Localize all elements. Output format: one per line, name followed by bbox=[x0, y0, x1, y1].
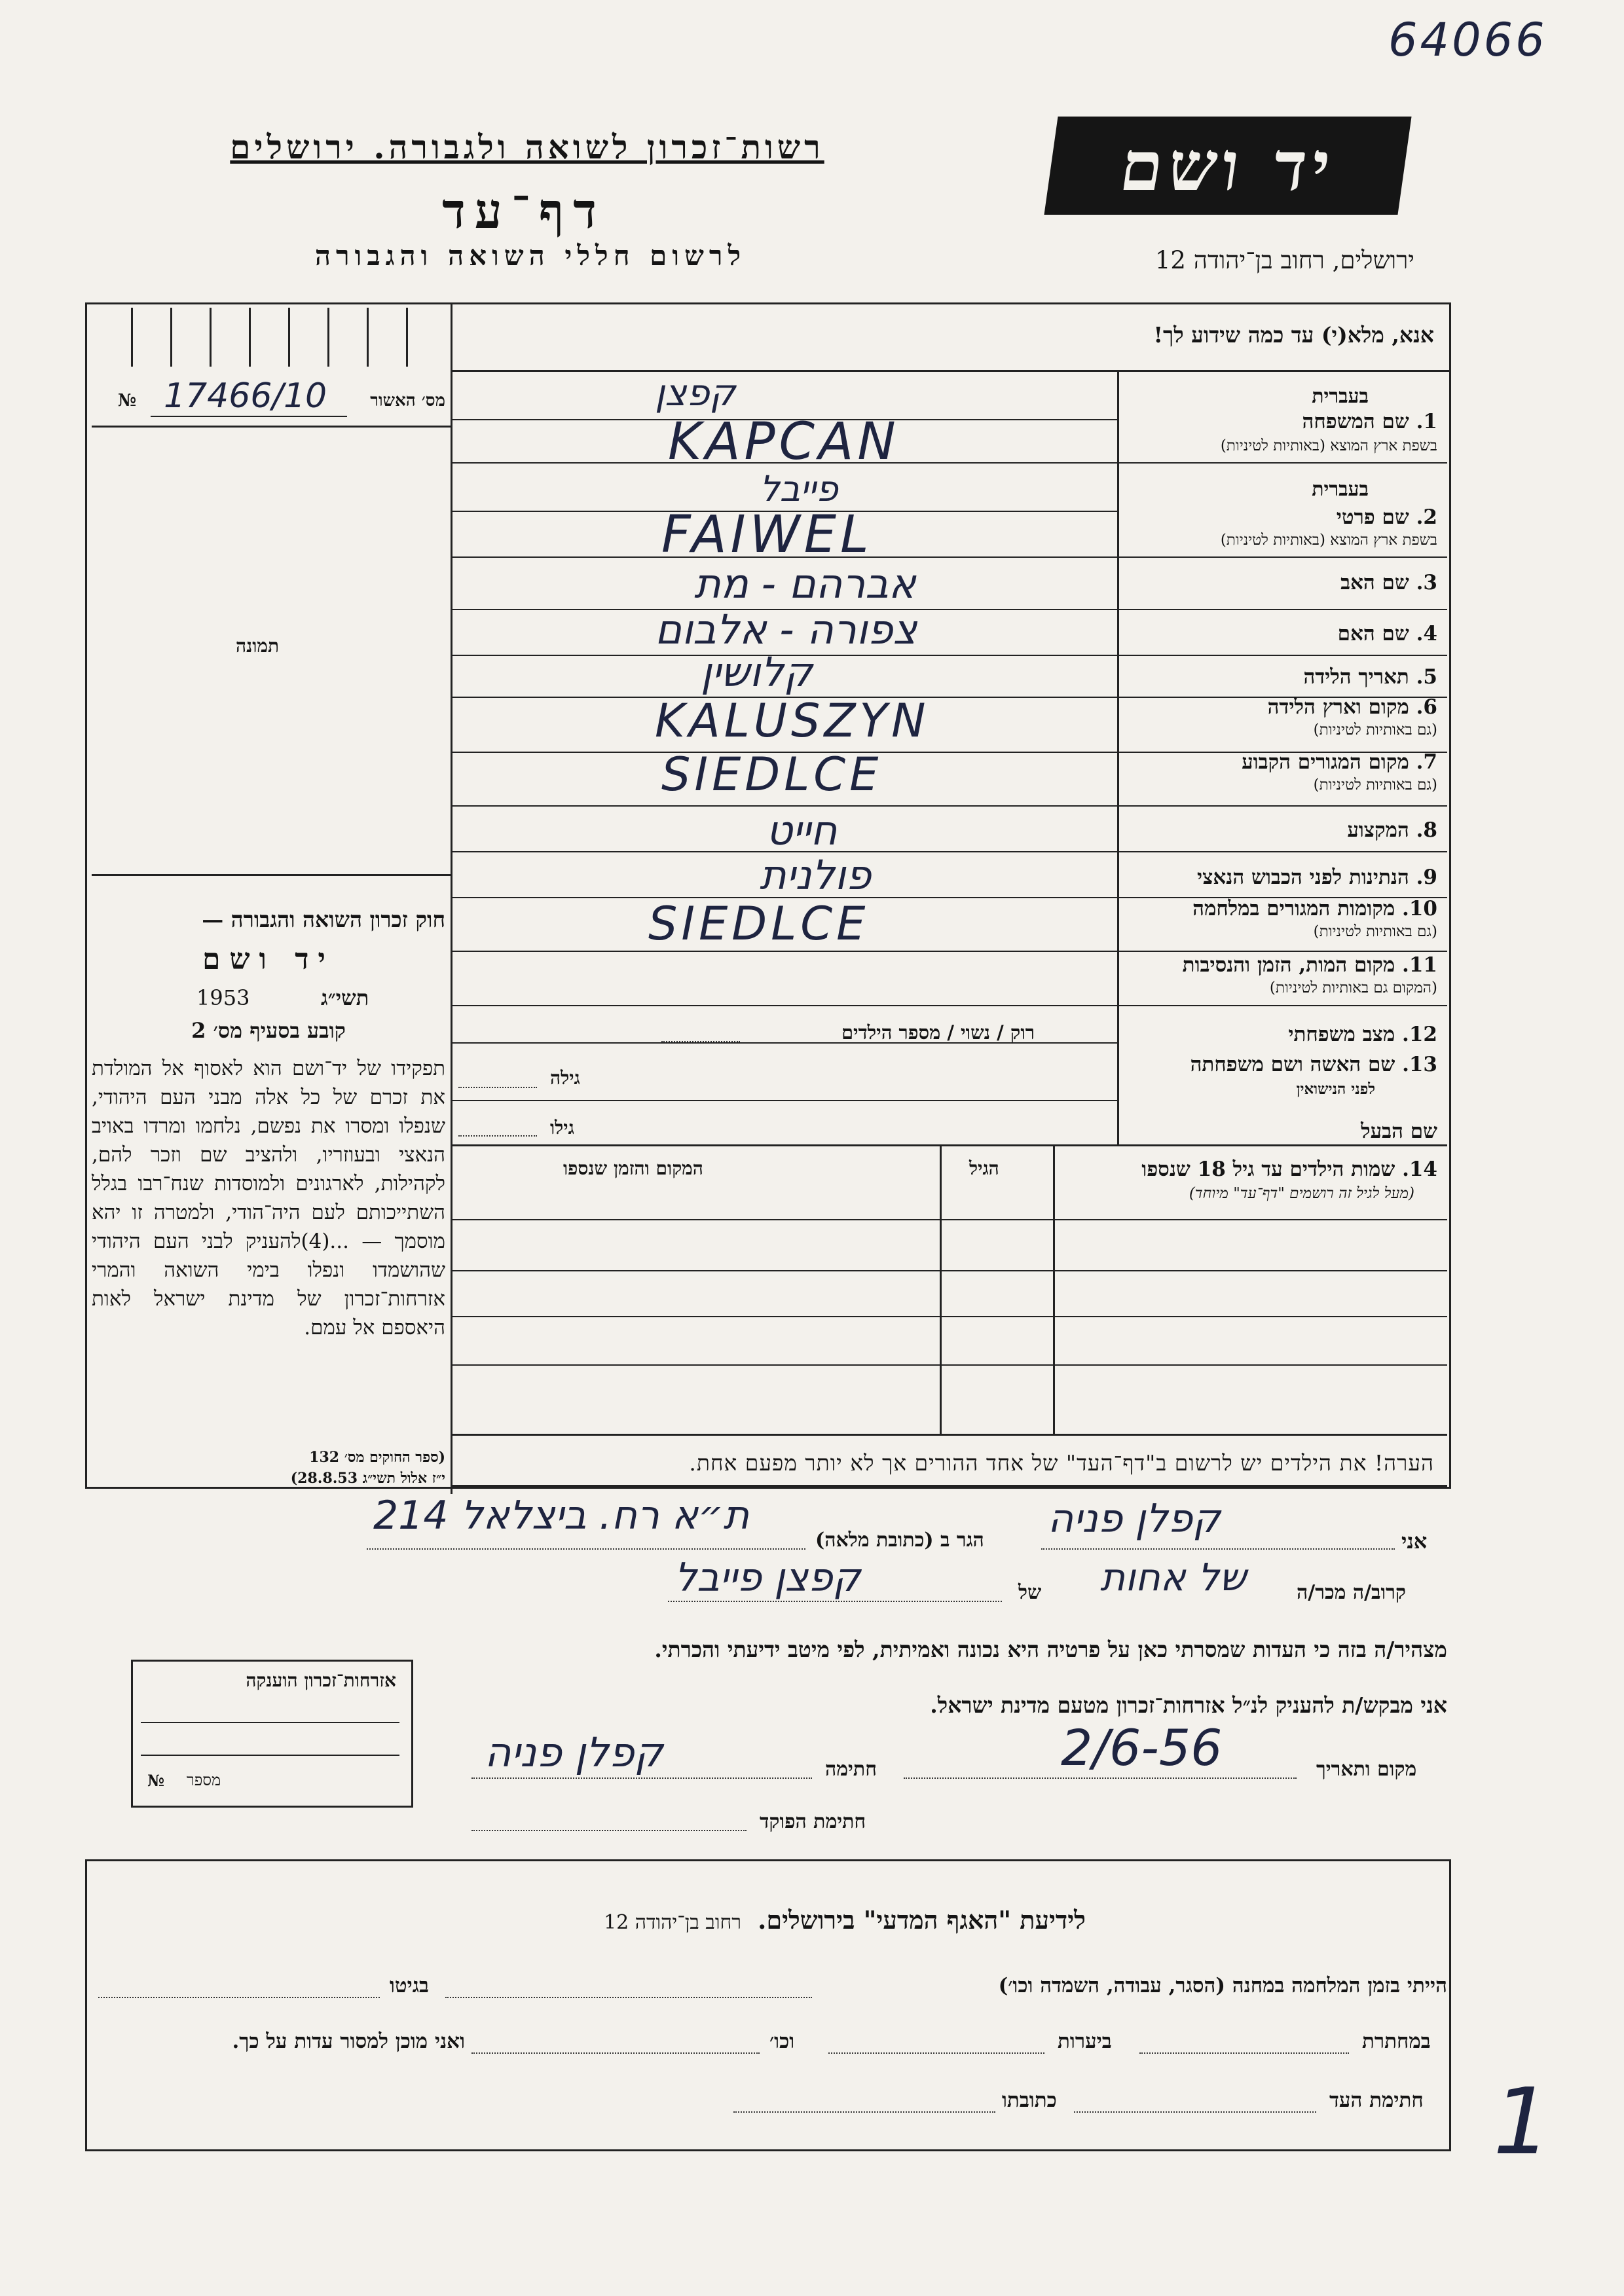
f3-label: 3. שם האב bbox=[1340, 571, 1437, 594]
f12-label: 12. מצב משפחתי bbox=[1288, 1023, 1437, 1046]
label-column-border bbox=[1117, 372, 1119, 1144]
law-year: 1953 bbox=[196, 985, 250, 1010]
witness-address-label: כתובתו bbox=[1002, 2088, 1057, 2112]
law-hebrew-year: תשי״ג bbox=[321, 985, 369, 1010]
declarant-of-label: של bbox=[1018, 1581, 1042, 1604]
authority-title: רשות־זכרון לשואה ולגבורה. ירושלים bbox=[230, 128, 824, 166]
ready-text: ואני מוכן למסור עדות על כך. bbox=[232, 2030, 465, 2053]
declarant-relation-label: קרוב/ה מכר/ה bbox=[1297, 1581, 1406, 1604]
f5-value: קלושין bbox=[701, 648, 813, 696]
declarant-resides-label: הגר ב (כתובת מלאה) bbox=[815, 1529, 984, 1552]
children-note: הערה! את הילדים יש לרשום ב"דף־העד" של אחד ההורים אך לא יותר מפעם אחת. bbox=[689, 1450, 1434, 1476]
footer-title bbox=[511, 1905, 1179, 1935]
declaration-text: מצהיר/ה בזה כי העדות שמסרתי כאן על פרטיה היא נכונה ואמיתית, לפי מיטב ידיעתי והכרתי. bbox=[654, 1637, 1447, 1662]
footer-frame bbox=[85, 1859, 1451, 2151]
f1-hebrew-tag: בעברית bbox=[1312, 385, 1369, 408]
f14-sub: (מעל לגיל זה רושמים "דף־עד" מיוחד) bbox=[1189, 1185, 1414, 1202]
law-box bbox=[92, 907, 445, 1496]
declarant-of-value: קפצן פייבל bbox=[674, 1555, 861, 1601]
forests-label: ביערות bbox=[1058, 2030, 1112, 2053]
date-value: 2/6-56 bbox=[1061, 1719, 1223, 1777]
page-number: 1 bbox=[1493, 2069, 1552, 2176]
underground-label: במחתרת bbox=[1362, 2030, 1431, 2053]
f11-sub: (המקום גם באותיות לטיניות) bbox=[1269, 979, 1437, 996]
citizenship-no-mark: № bbox=[147, 1771, 165, 1790]
witness-signature-label: חתימת העד bbox=[1329, 2088, 1424, 2112]
f2-latin-value: FAIWEL bbox=[661, 505, 873, 564]
please-fill-note: אנא, מלא(י) עד כמה שידוע לך! bbox=[1153, 322, 1434, 348]
f1-latin-value: KAPCAN bbox=[668, 412, 900, 471]
citizenship-box-title: אזרחות־זכרון הוענקה bbox=[246, 1669, 396, 1691]
f1-hebrew-value: קפצן bbox=[655, 372, 736, 414]
header-address: ירושלים, רחוב בן־יהודה 12 bbox=[1154, 246, 1414, 274]
col-place-header: המקום והזמן שנספו bbox=[563, 1157, 703, 1179]
col-age-header: הגיל bbox=[969, 1157, 999, 1179]
form-subtitle: לרשום חללי השואה והגבורה bbox=[314, 240, 747, 272]
corner-number: 64066 bbox=[1388, 13, 1547, 67]
header-row-border bbox=[451, 370, 1449, 372]
f7-value: SIEDLCE bbox=[661, 748, 883, 801]
f7-label: 7. מקום המגורים הקבוע bbox=[1242, 750, 1437, 774]
f12-options: רוק / נשוי / מספר הילדים bbox=[841, 1021, 1035, 1044]
law-clause: קובע בסעיף מס׳ 2 bbox=[191, 1018, 346, 1043]
f1-sub: בשפת ארץ המוצא (באותיות לטיניות) bbox=[1220, 437, 1437, 454]
law-paragraph: תפקידו של יד־ושם הוא לאסוף אל המולדת את זכרם של כל אלה מבני העם היהודי, שנפלו ומסרו את נפשם, נלחמו ומרדו באויב הנאצי ובעוזריו, ולהציב שם וזכר להם, לקהילות, לארגונים ולמוסדות שנח־רבו בגלל השתייכותם לעם היה־הודי, ולמטרה זו יהא מוסמך — ...(4)להעניק לבני העם היהודי שהושמדו ונפלו בימי השואה והמרי אזרחות־זכרון של מדינת ישראל לאות היאספם אל עמם. bbox=[92, 1057, 445, 1339]
f3-value: אברהם - מת bbox=[694, 560, 916, 608]
approval-label: מס׳ האשור bbox=[370, 391, 445, 410]
declarant-name-value: קפלן פניה bbox=[1048, 1496, 1221, 1542]
f2-label: 2. שם פרטי bbox=[1336, 505, 1437, 529]
etc-label: וכו׳ bbox=[769, 2030, 795, 2053]
f8-value: חייט bbox=[766, 807, 838, 854]
law-footnote-2: י״ז אלול תשי״ג 28.8.53) bbox=[290, 1470, 445, 1487]
f9-label: 9. הנתינות לפני הכבוש הנאצי bbox=[1197, 866, 1437, 889]
f9-value: פולנית bbox=[760, 851, 872, 899]
f14-label: 14. שמות הילדים עד גיל 18 שנספו bbox=[1141, 1157, 1437, 1181]
law-title: חוק זכרון השואה והגבורה — bbox=[202, 907, 445, 932]
ghetto-label: בגיטו bbox=[390, 1974, 429, 1997]
camp-line: הייתי בזמן המלחמה במחנה (הסגר, עבודה, השמדה וכו׳) bbox=[998, 1974, 1447, 1997]
f5-label: 5. תאריך הלידה bbox=[1303, 665, 1437, 689]
citizenship-number-label: מספר bbox=[187, 1771, 221, 1789]
husband-label: שם הבעל bbox=[1361, 1120, 1437, 1143]
f6-value: KALUSZYN bbox=[655, 694, 930, 748]
f2-hebrew-value: פייבל bbox=[760, 468, 838, 509]
photo-label: תמונה bbox=[236, 635, 280, 657]
left-column-border bbox=[451, 302, 452, 1042]
approval-number-row bbox=[92, 376, 445, 422]
f11-label: 11. מקום המות, הזמן והנסיבות bbox=[1182, 953, 1437, 977]
declarant-address-value: ת״א רח. ביצלאל 214 bbox=[373, 1493, 750, 1539]
form-title: דף־עד bbox=[442, 183, 606, 240]
code-boxes bbox=[92, 308, 445, 367]
f6-label: 6. מקום וארץ הלידה bbox=[1267, 695, 1437, 719]
f2-hebrew-tag: בעברית bbox=[1312, 478, 1369, 501]
f2-sub: בשפת ארץ המוצא (באותיות לטיניות) bbox=[1220, 532, 1437, 549]
signature-label: חתימה bbox=[825, 1758, 877, 1781]
request-text: אני מבקש/ת להעניק לנ״ל אזרחות־זכרון מטעם מדינת ישראל. bbox=[930, 1692, 1447, 1718]
signature-value: קפלן פניה bbox=[485, 1728, 663, 1776]
declarant-ani: אני bbox=[1401, 1529, 1428, 1554]
declarant-relation-value: של אחות bbox=[1100, 1555, 1247, 1599]
f7-sub: (גם באותיות לטיניות) bbox=[1313, 776, 1437, 793]
f10-sub: (גם באותיות לטיניות) bbox=[1313, 923, 1437, 940]
f13-age-label: גילה bbox=[550, 1067, 580, 1089]
f13-sub: לפני הנישואין bbox=[1296, 1080, 1375, 1098]
f4-label: 4. שם האם bbox=[1337, 622, 1437, 646]
law-name: יד ושם bbox=[202, 943, 335, 976]
approval-no-mark: № bbox=[118, 391, 137, 410]
footer-title-text: לידיעת "האגף המדעי" בירושלים. bbox=[758, 1905, 1086, 1935]
f6-sub: (גם באותיות לטיניות) bbox=[1313, 721, 1437, 738]
f1-label: 1. שם המשפחה bbox=[1302, 410, 1437, 433]
law-footnote-1: (ספר החוקים מס׳ 132 bbox=[309, 1449, 445, 1466]
footer-address: רחוב בן־יהודה 12 bbox=[604, 1911, 742, 1934]
logo-text: יד ושם bbox=[1115, 125, 1340, 206]
f10-value: SIEDLCE bbox=[648, 897, 870, 951]
f10-label: 10. מקומות המגורים במלחמה bbox=[1192, 897, 1437, 920]
husband-age-label: גילו bbox=[550, 1117, 574, 1139]
officer-signature-label: חתימת הפוקד bbox=[760, 1810, 866, 1833]
yad-vashem-logo bbox=[1044, 117, 1411, 215]
f13-label: 13. שם האשה ושם משפחתה bbox=[1190, 1053, 1437, 1076]
f8-label: 8. המקצוע bbox=[1347, 818, 1437, 842]
f4-value: צפורה - אלבום bbox=[655, 606, 917, 653]
approval-value: 17466/10 bbox=[164, 376, 327, 416]
place-date-label: מקום ותאריך bbox=[1316, 1758, 1417, 1781]
